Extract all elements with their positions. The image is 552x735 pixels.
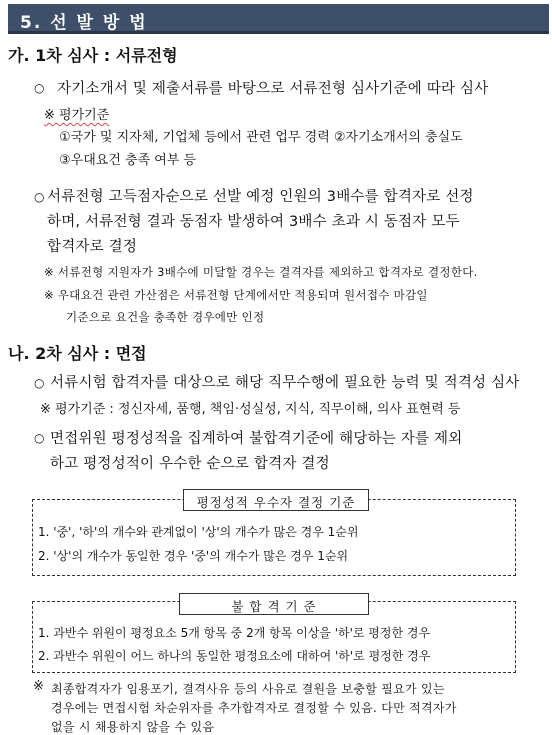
bullet-circle-icon: ○ (34, 376, 45, 390)
part1-bullet2-line2: 하며, 서류전형 결과 동점자 발생하여 3배수 초과 시 동점자 모두 (47, 214, 460, 230)
bullet-circle-icon: ○ (34, 81, 45, 95)
part1-criteria-label: ※ 평가기준 (44, 108, 110, 123)
fail-criteria-line2: 2. 과반수 위원이 어느 하나의 동일한 평정요소에 대하여 '하'로 평정한 경우 (38, 649, 431, 663)
bullet-circle-icon: ○ (34, 431, 45, 445)
part2-bullet2-line2: 하고 평정성적이 우수한 순으로 합격자 결정 (50, 456, 330, 472)
part1-note2-line1: ※ 우대요건 관련 가산점은 서류전형 단계에서만 적용되며 원서접수 마감일 (44, 288, 428, 302)
excellence-criteria-line1: 1. '중', '하'의 개수와 관계없이 '상'의 개수가 많은 경우 1순위 (38, 525, 359, 539)
excellence-criteria-line2: 2. '상'의 개수가 동일한 경우 '중'의 개수가 많은 경우 1순위 (38, 549, 349, 563)
part1-note2-line2: 기준으로 요건을 충족한 경우에만 인정 (66, 310, 265, 324)
part1-bullet2-line3: 합격자로 결정 (47, 239, 138, 255)
footnote-line2: 경우에는 면접시험 차순위자를 추가합격자로 결정할 수 있음. 다만 적격자가 (51, 701, 457, 715)
part1-criteria-line1: ①국가 및 지자체, 기업체 등에서 관련 업무 경력 ②자기소개서의 충실도 (59, 130, 463, 145)
footnote-line1: 최종합격자가 임용포기, 결격사유 등의 사유로 결원을 보충할 필요가 있는 (51, 682, 445, 696)
bullet-circle-icon: ○ (34, 190, 45, 204)
footnote-line3: 없을 시 채용하지 않을 수 있음 (51, 720, 215, 734)
part2-bullet1: 서류시험 합격자를 대상으로 해당 직무수행에 필요한 능력 및 적격성 심사 (50, 375, 520, 391)
section-title-bar (8, 4, 549, 34)
part2-bullet2-line1: 면접위원 평정성적을 집계하여 불합격기준에 해당하는 자를 제외 (50, 431, 463, 447)
part2-criteria: ※ 평가기준 : 정신자세, 품행, 책임·성실성, 지식, 직무이해, 의사 표현력 등 (40, 402, 461, 417)
part1-bullet2-line1: 서류전형 고득점자순으로 선발 예정 인원의 3배수를 합격자로 선정 (47, 189, 474, 205)
part1-criteria-line2: ③우대요건 충족 여부 등 (59, 153, 197, 168)
excellence-criteria-title: 평정성적 우수자 결정 기준 (183, 489, 369, 511)
footnote-mark: ※ (33, 679, 44, 694)
part1-bullet1: 자기소개서 및 제출서류를 바탕으로 서류전형 심사기준에 따라 심사 (57, 81, 489, 97)
fail-criteria-line1: 1. 과반수 위원이 평정요소 5개 항목 중 2개 항목 이상을 '하'로 평정한 경우 (38, 626, 431, 640)
part1-note1: ※ 서류전형 지원자가 3배수에 미달할 경우는 결격자를 제외하고 합격자로 결정한다. (44, 265, 478, 279)
fail-criteria-title: 불 합 격 기 준 (179, 593, 369, 615)
part2-heading: 나. 2차 심사 : 면접 (8, 344, 147, 363)
section-title: 5. 선 발 방 법 (20, 13, 148, 33)
part1-heading: 가. 1차 심사 : 서류전형 (8, 46, 178, 65)
